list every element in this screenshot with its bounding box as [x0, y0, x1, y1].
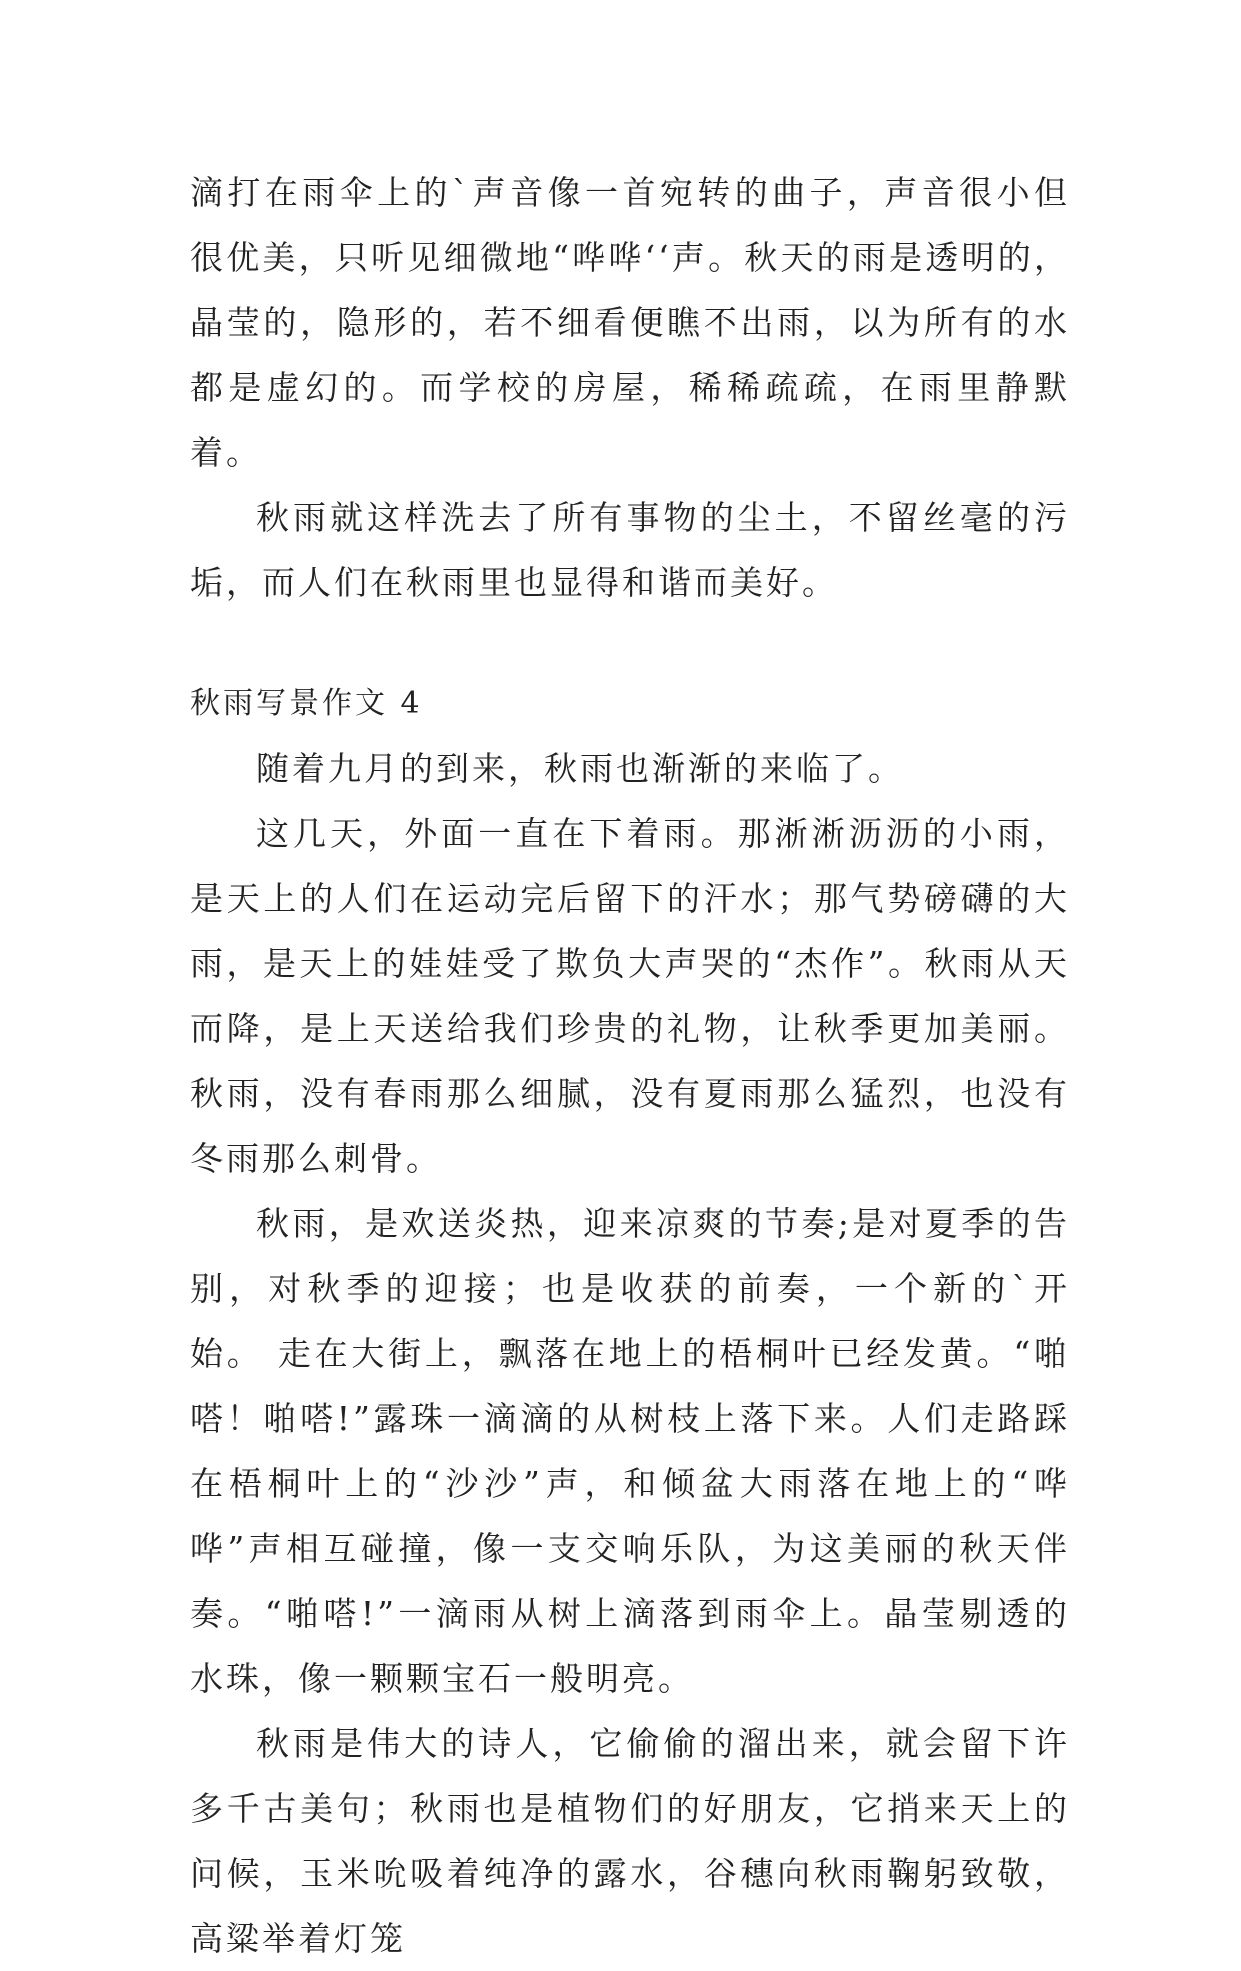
paragraph-6: 秋雨是伟大的诗人，它偷偷的溜出来，就会留下许多千古美句；秋雨也是植物们的好朋友，它捎来天上的问候，玉米吮吸着纯净的露水，谷穗向秋雨鞠躬致敬，高粱举着灯笼	[190, 1724, 1070, 1958]
paragraph-5: 秋雨，是欢送炎热，迎来凉爽的节奏;是对夏季的告别，对秋季的迎接；也是收获的前奏，一个新的`开始。 走在大街上，飘落在地上的梧桐叶已经发黄。“啪嗒！啪嗒!”露珠一滴滴的从树枝上落下来。人们走路踩在梧桐叶上的“沙沙”声，和倾盆大雨落在地上的“哗哗”声相互碰撞，像一支交响乐队，为这美丽的秋天伴奏。“啪嗒!”一滴雨从树上滴落到雨伞上。晶莹剔透的水珠，像一颗颗宝石一般明亮。	[190, 1204, 1070, 1698]
paragraph-2: 秋雨就这样洗去了所有事物的尘土，不留丝毫的污垢，而人们在秋雨里也显得和谐而美好。	[190, 498, 1070, 602]
section-heading: 秋雨写景作文 4	[190, 686, 423, 721]
document-body	[190, 160, 1070, 1971]
paragraph-4: 这几天，外面一直在下着雨。那淅淅沥沥的小雨，是天上的人们在运动完后留下的汗水；那气势磅礴的大雨，是天上的娃娃受了欺负大声哭的“杰作”。秋雨从天而降，是上天送给我们珍贵的礼物，让秋季更加美丽。 秋雨，没有春雨那么细腻，没有夏雨那么猛烈，也没有冬雨那么刺骨。	[190, 814, 1070, 1178]
paragraph-1: 滴打在雨伞上的`声音像一首宛转的曲子，声音很小但很优美，只听见细微地“哗哗‘‘声。秋天的雨是透明的，晶莹的，隐形的，若不细看便瞧不出雨，以为所有的水都是虚幻的。而学校的房屋，稀稀疏疏，在雨里静默着。	[190, 173, 1070, 472]
paragraph-3: 随着九月的到来，秋雨也渐渐的来临了。	[256, 749, 904, 788]
